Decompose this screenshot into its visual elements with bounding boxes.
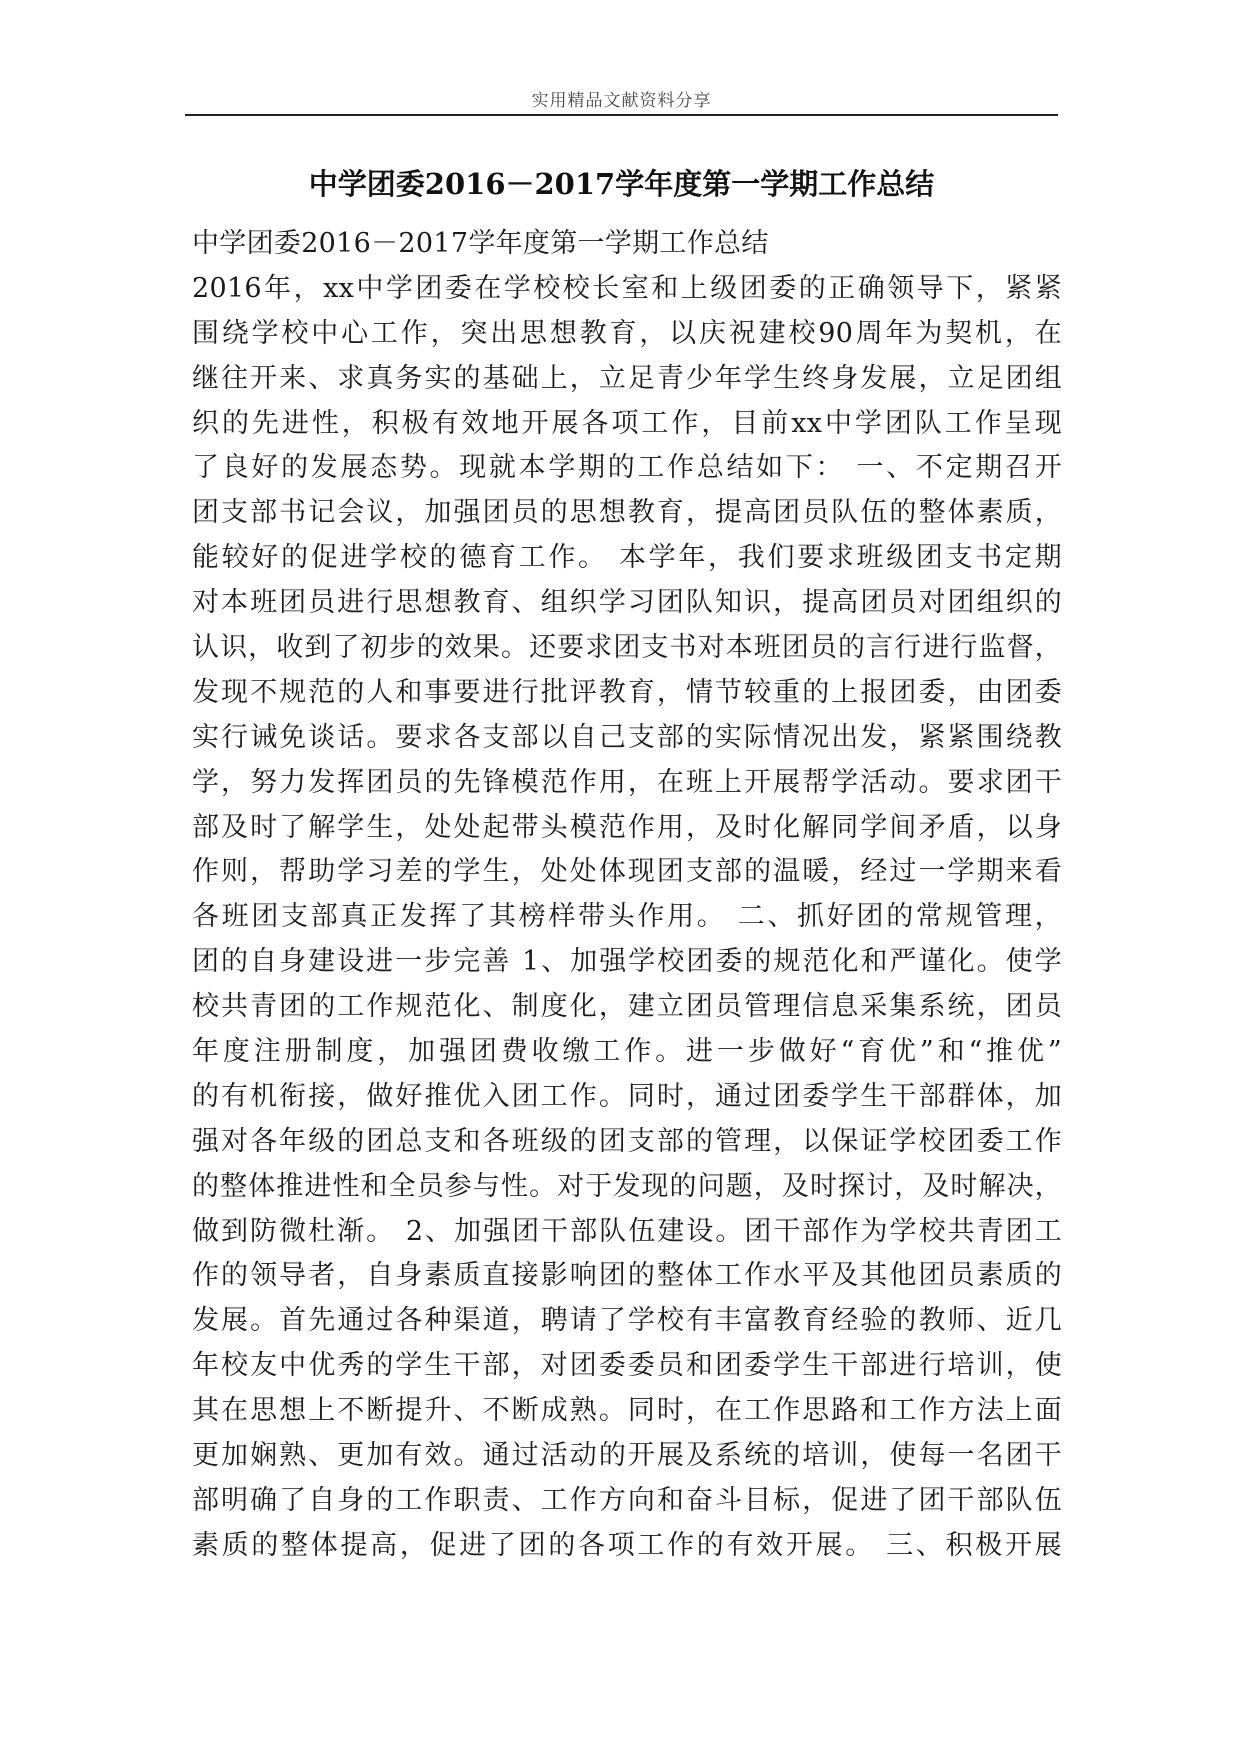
body-line: 做到防微杜渐。 2、加强团干部队伍建设。团干部作为学校共青团工 [192,1215,1062,1247]
body-line: 部明确了自身的工作职责、工作方向和奋斗目标，促进了团干部队伍 [192,1484,1062,1516]
body-line: 织的先进性，积极有效地开展各项工作，目前xx中学团队工作呈现 [192,407,1062,439]
body-line: 实行诫免谈话。要求各支部以自己支部的实际情况出发，紧紧围绕教 [192,721,1062,753]
body-line: 团的自身建设进一步完善 1、加强学校团委的规范化和严谨化。使学 [192,946,1062,978]
body-line: 更加娴熟、更加有效。通过活动的开展及系统的培训，使每一名团干 [192,1440,1062,1472]
body-line: 能较好的促进学校的德育工作。 本学年，我们要求班级团支书定期 [192,542,1062,574]
header-divider [185,114,1058,116]
body-line: 部及时了解学生，处处起带头模范作用，及时化解同学间矛盾，以身 [192,811,1062,843]
body-line: 的有机衔接，做好推优入团工作。同时，通过团委学生干部群体，加 [192,1080,1062,1112]
body-line: 年度注册制度，加强团费收缴工作。进一步做好“育优”和“推优” [192,1036,1062,1068]
body-line: 强对各年级的团总支和各班级的团支部的管理，以保证学校团委工作 [192,1125,1062,1157]
body-line: 校共青团的工作规范化、制度化，建立团员管理信息采集系统，团员 [192,991,1062,1023]
body-line: 继往开来、求真务实的基础上，立足青少年学生终身发展，立足团组 [192,362,1062,394]
body-line: 发展。首先通过各种渠道，聘请了学校有丰富教育经验的教师、近几 [192,1305,1062,1337]
body-line: 年校友中优秀的学生干部，对团委委员和团委学生干部进行培训，使 [192,1350,1062,1382]
body-line: 作的领导者，自身素质直接影响团的整体工作水平及其他团员素质的 [192,1260,1062,1292]
body-line: 中学团委2016－2017学年度第一学期工作总结 [192,228,769,259]
body-line: 作则，帮助学习差的学生，处处体现团支部的温暖，经过一学期来看 [192,856,1062,888]
body-line: 了良好的发展态势。现就本学期的工作总结如下： 一、不定期召开 [192,452,1062,484]
document-title: 中学团委2016－2017学年度第一学期工作总结 [308,167,935,201]
body-line: 各班团支部真正发挥了其榜样带头作用。 二、抓好团的常规管理， [192,901,1062,933]
body-line: 围绕学校中心工作，突出思想教育，以庆祝建校90周年为契机，在 [192,317,1062,349]
body-line: 学，努力发挥团员的先锋模范作用，在班上开展帮学活动。要求团干 [192,766,1062,798]
body-line: 团支部书记会议，加强团员的思想教育，提高团员队伍的整体素质， [192,497,1062,529]
body-line: 素质的整体提高，促进了团的各项工作的有效开展。 三、积极开展 [192,1529,1062,1561]
document-body [192,222,1062,1569]
page-header: 实用精品文献资料分享 [531,91,712,111]
body-line: 发现不规范的人和事要进行批评教育，情节较重的上报团委，由团委 [192,676,1062,708]
body-line: 2016年，xx中学团委在学校校长室和上级团委的正确领导下，紧紧 [192,272,1062,304]
body-line: 对本班团员进行思想教育、组织学习团队知识，提高团员对团组织的 [192,587,1062,619]
body-line: 的整体推进性和全员参与性。对于发现的问题，及时探讨，及时解决， [192,1170,1062,1202]
body-line: 认识，收到了初步的效果。还要求团支书对本班团员的言行进行监督， [192,632,1062,664]
body-line: 其在思想上不断提升、不断成熟。同时，在工作思路和工作方法上面 [192,1395,1062,1427]
